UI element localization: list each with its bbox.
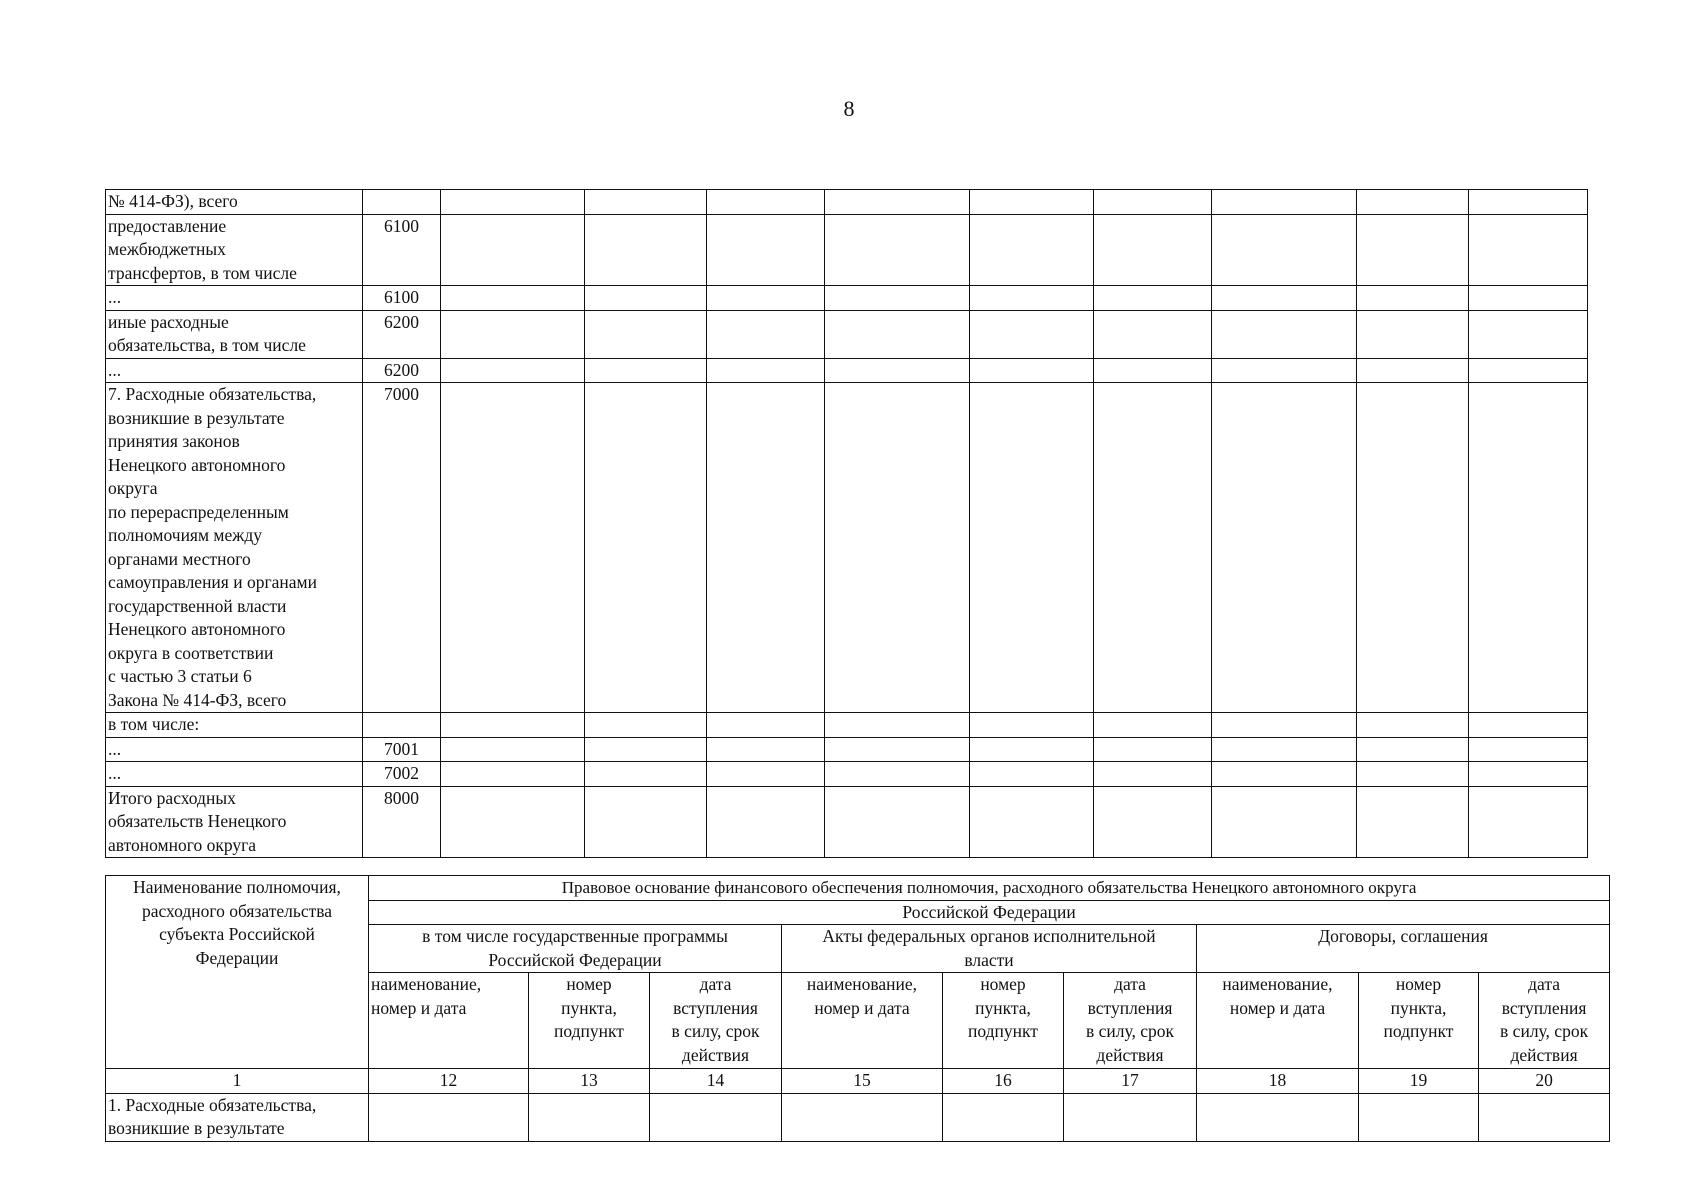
empty-cell [970, 190, 1094, 215]
empty-cell [585, 383, 707, 713]
empty-cell [585, 190, 707, 215]
empty-cell [1469, 214, 1588, 286]
row-code: 6200 [363, 358, 441, 383]
row-label: иные расходные обязательства, в том числе [106, 310, 363, 358]
empty-cell [707, 190, 825, 215]
empty-cell [1357, 737, 1469, 762]
empty-cell [970, 713, 1094, 738]
subheader-name-number-date: наименование, номер и дата [369, 973, 529, 1069]
empty-cell [585, 737, 707, 762]
empty-cell [1212, 310, 1357, 358]
empty-cell [707, 310, 825, 358]
empty-cell [825, 358, 970, 383]
empty-cell [1469, 310, 1588, 358]
empty-cell [1094, 286, 1212, 311]
subheader-name-number-date: наименование, номер и дата [782, 973, 943, 1069]
empty-cell [943, 1093, 1064, 1141]
empty-cell [1094, 190, 1212, 215]
empty-cell [1212, 762, 1357, 787]
empty-cell [970, 786, 1094, 858]
empty-cell [1479, 1093, 1610, 1141]
column-number: 19 [1359, 1069, 1479, 1094]
row-label: № 414-ФЗ), всего [106, 190, 363, 215]
empty-cell [1064, 1093, 1197, 1141]
empty-cell [1212, 383, 1357, 713]
row-code [363, 190, 441, 215]
empty-cell [1357, 713, 1469, 738]
row-label: ... [106, 737, 363, 762]
empty-cell [1469, 762, 1588, 787]
empty-cell [825, 286, 970, 311]
empty-cell [1212, 286, 1357, 311]
empty-cell [1357, 214, 1469, 286]
empty-cell [707, 713, 825, 738]
table-row [106, 190, 1588, 215]
row-code: 7002 [363, 762, 441, 787]
empty-cell [1094, 358, 1212, 383]
empty-cell [1094, 713, 1212, 738]
empty-cell [707, 786, 825, 858]
empty-cell [1357, 762, 1469, 787]
row-label: Итого расходных обязательств Ненецкого автономного округа [106, 786, 363, 858]
column-number: 14 [650, 1069, 782, 1094]
empty-cell [707, 214, 825, 286]
empty-cell [441, 762, 585, 787]
column-number: 20 [1479, 1069, 1610, 1094]
empty-cell [1094, 762, 1212, 787]
empty-cell [970, 762, 1094, 787]
row-code: 6200 [363, 310, 441, 358]
empty-cell [1469, 383, 1588, 713]
row-code: 8000 [363, 786, 441, 858]
column-number: 13 [529, 1069, 650, 1094]
column-number: 15 [782, 1069, 943, 1094]
empty-cell [1469, 737, 1588, 762]
column-number: 1 [106, 1069, 369, 1094]
empty-cell [1212, 358, 1357, 383]
column-number: 18 [1197, 1069, 1359, 1094]
empty-cell [441, 214, 585, 286]
row-label: ... [106, 286, 363, 311]
empty-cell [1094, 786, 1212, 858]
name-header-cell: Наименование полномочия, расходного обязательства субъекта Российской Федерации [106, 876, 369, 1069]
empty-cell [585, 786, 707, 858]
empty-cell [585, 310, 707, 358]
empty-cell [970, 214, 1094, 286]
empty-cell [1357, 786, 1469, 858]
legal-basis-header-line2: Российской Федерации [369, 900, 1610, 925]
empty-cell [369, 1093, 529, 1141]
row-code [363, 713, 441, 738]
empty-cell [441, 310, 585, 358]
subheader-entry-date: дата вступления в силу, срок действия [650, 973, 782, 1069]
empty-cell [1469, 358, 1588, 383]
empty-cell [441, 286, 585, 311]
row-code: 7000 [363, 383, 441, 713]
empty-cell [707, 737, 825, 762]
page-number: 8 [843, 96, 855, 121]
empty-cell [1212, 190, 1357, 215]
empty-cell [585, 286, 707, 311]
table-row [106, 358, 1588, 383]
empty-cell [825, 383, 970, 713]
subheader-item-number: номер пункта, подпункт [1359, 973, 1479, 1069]
table-row [106, 1093, 1610, 1141]
table-row [106, 737, 1588, 762]
empty-cell [1469, 786, 1588, 858]
empty-cell [1212, 737, 1357, 762]
row-label: предоставление межбюджетных трансфертов, в том числе [106, 214, 363, 286]
empty-cell [441, 358, 585, 383]
row-label: 7. Расходные обязательства, возникшие в результате принятия законов Ненецкого автономного округа по перераспределенным полномочиям между органами местного самоуправления и органами государственной власти Ненецкого автономного округа в соответствии с частью 3 статьи 6 Закона № 414-ФЗ, всего [106, 383, 363, 713]
empty-cell [1212, 713, 1357, 738]
upper-obligations-table [105, 189, 1588, 858]
empty-cell [825, 214, 970, 286]
table-row [106, 214, 1588, 286]
empty-cell [970, 737, 1094, 762]
empty-cell [825, 713, 970, 738]
empty-cell [441, 737, 585, 762]
row-label: 1. Расходные обязательства, возникшие в результате [106, 1093, 369, 1141]
subheader-item-number: номер пункта, подпункт [943, 973, 1064, 1069]
empty-cell [441, 713, 585, 738]
empty-cell [1359, 1093, 1479, 1141]
empty-cell [1197, 1093, 1359, 1141]
table-row [106, 762, 1588, 787]
subheader-entry-date: дата вступления в силу, срок действия [1064, 973, 1197, 1069]
empty-cell [707, 383, 825, 713]
row-label: в том числе: [106, 713, 363, 738]
empty-cell [825, 310, 970, 358]
empty-cell [1469, 713, 1588, 738]
empty-cell [1469, 190, 1588, 215]
empty-cell [707, 358, 825, 383]
empty-cell [1357, 310, 1469, 358]
empty-cell [441, 786, 585, 858]
empty-cell [650, 1093, 782, 1141]
column-number: 17 [1064, 1069, 1197, 1094]
empty-cell [970, 286, 1094, 311]
row-label: ... [106, 762, 363, 787]
table-row [106, 713, 1588, 738]
empty-cell [1357, 286, 1469, 311]
empty-cell [970, 358, 1094, 383]
empty-cell [529, 1093, 650, 1141]
empty-cell [970, 383, 1094, 713]
column-numbers-row [106, 1069, 1610, 1094]
subheader-name-number-date: наименование, номер и дата [1197, 973, 1359, 1069]
row-code: 6100 [363, 214, 441, 286]
empty-cell [1357, 383, 1469, 713]
row-label: ... [106, 358, 363, 383]
row-code: 6100 [363, 286, 441, 311]
table-row [106, 310, 1588, 358]
empty-cell [707, 762, 825, 787]
empty-cell [585, 214, 707, 286]
legal-basis-table [105, 875, 1610, 1142]
subheader-item-number: номер пункта, подпункт [529, 973, 650, 1069]
empty-cell [441, 383, 585, 713]
empty-cell [1212, 786, 1357, 858]
empty-cell [970, 310, 1094, 358]
table-row [106, 286, 1588, 311]
group-state-programs: в том числе государственные программы Российской Федерации [369, 925, 782, 973]
table-row [106, 786, 1588, 858]
empty-cell [825, 190, 970, 215]
empty-cell [1212, 214, 1357, 286]
group-federal-acts: Акты федеральных органов исполнительной власти [782, 925, 1197, 973]
empty-cell [1094, 737, 1212, 762]
empty-cell [1094, 310, 1212, 358]
empty-cell [585, 762, 707, 787]
group-agreements: Договоры, соглашения [1197, 925, 1610, 973]
subheader-entry-date: дата вступления в силу, срок действия [1479, 973, 1610, 1069]
empty-cell [1357, 190, 1469, 215]
column-number: 12 [369, 1069, 529, 1094]
empty-cell [825, 762, 970, 787]
empty-cell [825, 737, 970, 762]
legal-basis-header-line1: Правовое основание финансового обеспечения полномочия, расходного обязательства Ненецкого автономного округа [369, 876, 1610, 901]
empty-cell [1094, 214, 1212, 286]
table-row [106, 383, 1588, 713]
empty-cell [825, 786, 970, 858]
empty-cell [585, 713, 707, 738]
row-code: 7001 [363, 737, 441, 762]
empty-cell [585, 358, 707, 383]
column-number: 16 [943, 1069, 1064, 1094]
empty-cell [1469, 286, 1588, 311]
empty-cell [1357, 358, 1469, 383]
empty-cell [441, 190, 585, 215]
empty-cell [782, 1093, 943, 1141]
empty-cell [1094, 383, 1212, 713]
empty-cell [707, 286, 825, 311]
